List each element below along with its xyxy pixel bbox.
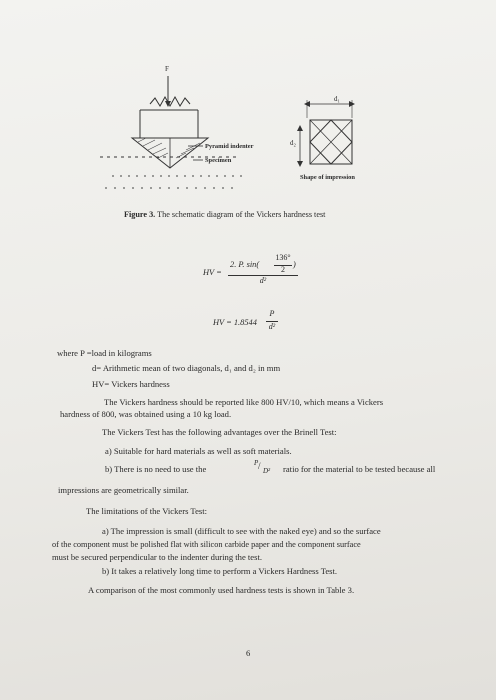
limitations-heading: The limitations of the Vickers Test: xyxy=(86,506,208,516)
ratio-numerator: P xyxy=(254,459,259,467)
force-label: F xyxy=(165,65,169,73)
advantages-heading: The Vickers Test has the following advantages over the Brinell Test: xyxy=(102,427,337,437)
d-definition: d= Arithmetic mean of two diagonals, d₁ and d₂ in mm xyxy=(92,363,281,373)
eq1-denominator: d² xyxy=(259,276,267,285)
eq2-denominator: d² xyxy=(268,322,276,331)
vickers-schematic-figure xyxy=(0,0,496,200)
specimen-label: Specimen xyxy=(205,157,232,164)
figure-caption xyxy=(124,209,325,220)
advantage-a: a) Suitable for hard materials as well as soft materials. xyxy=(105,446,292,456)
paragraph-1-line-1: The Vickers hardness should be reported like 800 HV/10, which means a Vickers xyxy=(104,397,384,407)
ratio-slash: / xyxy=(258,461,261,471)
eq2-lhs: HV = 1.8544 xyxy=(213,318,257,327)
comparison-sentence: A comparison of the most commonly used hardness tests is shown in Table 3. xyxy=(88,585,355,595)
indenter-hatching xyxy=(138,138,200,158)
eq1-angle-den: 2 xyxy=(281,265,285,274)
ratio-denominator: D² xyxy=(263,467,271,475)
where-line: where P =load in kilograms xyxy=(57,348,152,358)
limitation-a-line-2: of the component must be polished flat with silicon carbide paper and the component surface xyxy=(52,540,361,549)
impression-label: Shape of impression xyxy=(300,174,355,181)
page-number: 6 xyxy=(246,648,251,658)
hv-definition: HV= Vickers hardness xyxy=(92,379,170,389)
indenter-label: Pyramid indenter xyxy=(205,143,254,150)
eq1-close: ) xyxy=(293,260,296,269)
eq1-lhs: HV = xyxy=(203,268,222,277)
eq1-numerator xyxy=(230,260,259,269)
eq1-num-text: 2. P. sin( xyxy=(230,260,260,269)
paragraph-1-line-2: hardness of 800, was obtained using a 10 kg load. xyxy=(60,409,232,419)
d1-label: d₁ xyxy=(334,95,340,103)
eq1-angle: 136° xyxy=(275,253,291,262)
advantage-b-part-2: ratio for the material to be tested because all xyxy=(283,464,436,474)
figure-caption-text: The schematic diagram of the Vickers hardness test xyxy=(157,210,326,219)
advantage-b-line-2: impressions are geometrically similar. xyxy=(58,485,189,495)
limitation-b: b) It takes a relatively long time to perform a Vickers Hardness Test. xyxy=(102,566,338,576)
eq2-numerator: P xyxy=(269,309,275,318)
limitation-a-line-3: must be secured perpendicular to the indenter during the test. xyxy=(52,552,263,562)
eq1-angle-fraction xyxy=(272,253,294,262)
advantage-b-part-1: b) There is no need to use the xyxy=(105,464,207,474)
limitation-a-line-1: a) The impression is small (difficult to see with the naked eye) and so the surface xyxy=(102,526,381,536)
figure-caption-number: Figure 3. xyxy=(124,210,156,219)
d2-label: d₂ xyxy=(290,139,296,147)
